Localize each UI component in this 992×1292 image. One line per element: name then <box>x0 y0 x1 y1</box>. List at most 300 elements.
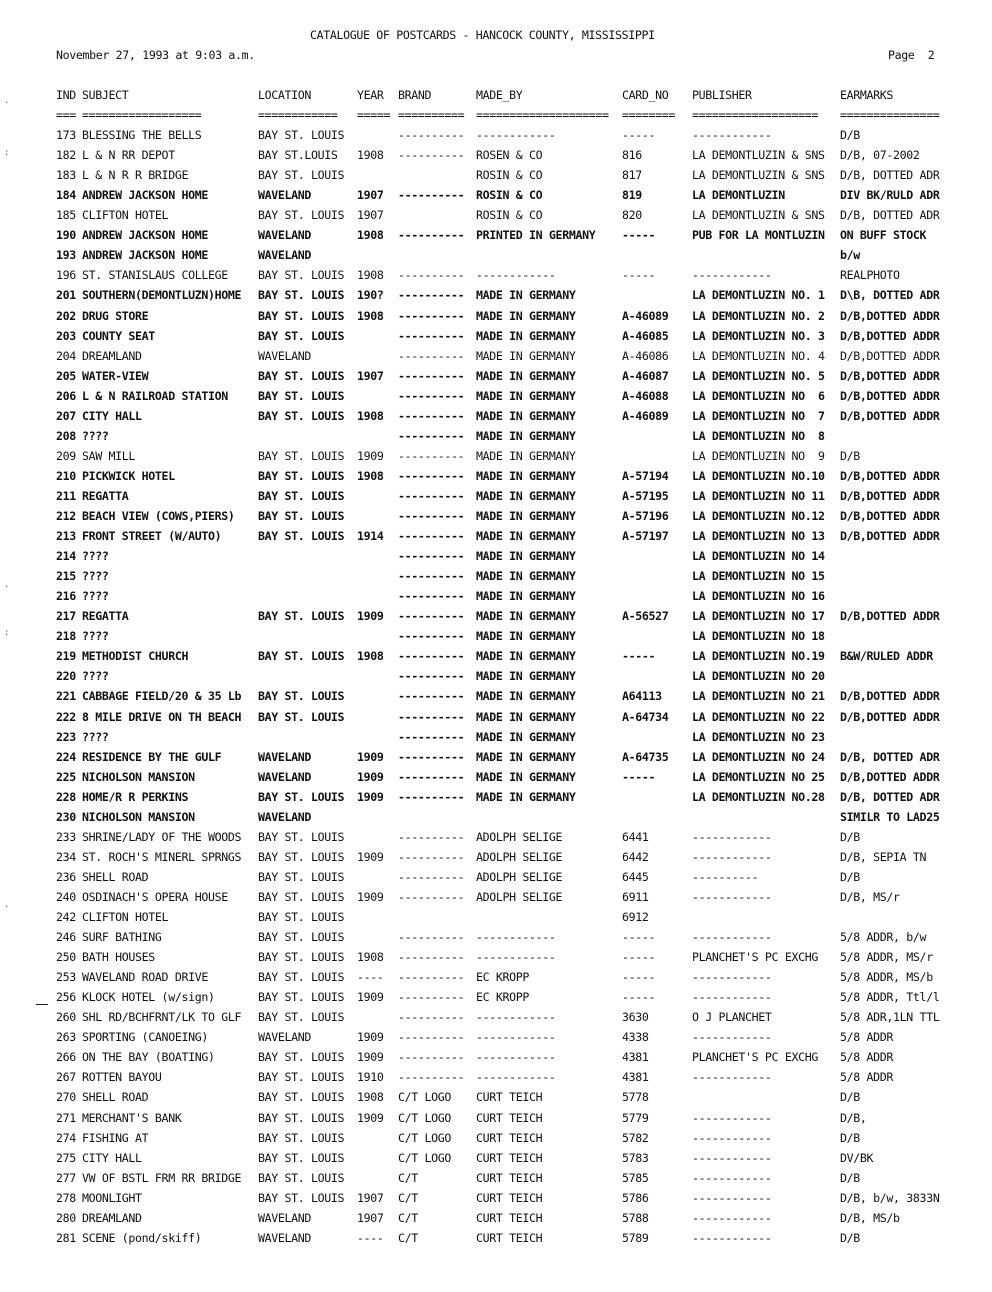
cell-location: BAY ST. LOUIS <box>258 1090 345 1105</box>
cell-subject: SPORTING (CANOEING) <box>82 1030 208 1045</box>
cell-made-by: MADE IN GERMANY <box>476 749 576 764</box>
cell-year: 1908 <box>357 408 384 423</box>
cell-subject: ???? <box>82 629 109 644</box>
cell-made-by: CURT TEICH <box>476 1110 543 1125</box>
cell-card-no: ----- <box>622 128 656 142</box>
cell-brand: ---------- <box>398 569 465 584</box>
cell-made-by: MADE IN GERMANY <box>476 569 576 584</box>
cell-earmarks: B&W/RULED ADDR <box>840 649 933 664</box>
cell-location: BAY ST. LOUIS <box>258 168 345 183</box>
cell-ind: 266 <box>56 1050 76 1065</box>
cell-publisher: LA DEMONTLUZIN <box>692 188 785 203</box>
cell-year: 1908 <box>357 468 384 483</box>
cell-subject: SCENE (pond/skiff) <box>82 1230 202 1245</box>
cell-made-by: ------------ <box>476 128 556 142</box>
cell-publisher: ------------ <box>692 1070 772 1085</box>
cell-publisher: LA DEMONTLUZIN NO 18 <box>692 629 825 644</box>
cell-made-by: ADOLPH SELIGE <box>476 869 563 884</box>
cell-location: BAY ST. LOUIS <box>258 689 345 704</box>
table-row <box>0 1151 992 1167</box>
page-number: Page 2 <box>888 48 935 62</box>
cell-brand: ---------- <box>398 729 465 744</box>
cell-location: BAY ST. LOUIS <box>258 529 345 543</box>
cell-ind: 212 <box>56 508 76 523</box>
table-row <box>0 850 992 866</box>
cell-earmarks: 5/8 ADDR <box>840 1070 894 1085</box>
cell-ind: 280 <box>56 1210 76 1225</box>
cell-subject: CLIFTON HOTEL <box>82 910 169 924</box>
cell-card-no: 4381 <box>622 1050 649 1065</box>
cell-card-no: ----- <box>622 268 656 283</box>
col-header-brand: BRAND <box>398 88 432 102</box>
cell-subject: ROTTEN BAYOU <box>82 1070 162 1085</box>
cell-made-by: ADOLPH SELIGE <box>476 849 563 864</box>
cell-year: 1909 <box>357 749 384 764</box>
cell-earmarks: SIMILR TO LAD25 <box>840 809 940 824</box>
cell-publisher: ------------ <box>692 268 772 283</box>
cell-location: WAVELAND <box>258 769 312 784</box>
cell-earmarks: D/B,DOTTED ADDR <box>840 609 940 624</box>
cell-location: BAY ST. LOUIS <box>258 1190 345 1205</box>
cell-subject: CITY HALL <box>82 1150 142 1165</box>
cell-location: BAY ST. LOUIS <box>258 930 345 944</box>
cell-ind: 183 <box>56 168 76 183</box>
table-row <box>0 469 992 485</box>
cell-publisher: LA DEMONTLUZIN NO 7 <box>692 408 825 423</box>
cell-made-by: ROSIN & CO <box>476 208 543 223</box>
cell-year: 1907 <box>357 208 384 223</box>
col-header-made-by: MADE_BY <box>476 88 523 102</box>
cell-brand: ---------- <box>398 368 465 383</box>
cell-subject: CABBAGE FIELD/20 & 35 Lb <box>82 689 242 704</box>
cell-subject: PICKWICK HOTEL <box>82 468 175 483</box>
cell-publisher: LA DEMONTLUZIN NO 6 <box>692 388 825 403</box>
cell-publisher: LA DEMONTLUZIN NO 16 <box>692 589 825 604</box>
cell-publisher: ------------ <box>692 1170 772 1185</box>
cell-brand: ---------- <box>398 1070 465 1085</box>
cell-ind: 211 <box>56 488 76 503</box>
cell-subject: SHRINE/LADY OF THE WOODS <box>82 829 242 844</box>
cell-location: BAY ST. LOUIS <box>258 990 345 1005</box>
cell-subject: ON THE BAY (BOATING) <box>82 1050 215 1065</box>
cell-publisher: PLANCHET'S PC EXCHG <box>692 1050 818 1065</box>
cell-card-no: A-64735 <box>622 749 669 764</box>
col-header-subject: SUBJECT <box>82 88 129 102</box>
cell-ind: 250 <box>56 950 76 965</box>
table-row <box>0 549 992 565</box>
table-row <box>0 810 992 826</box>
table-row <box>0 890 992 906</box>
separator-subject: ================== <box>82 108 202 122</box>
cell-ind: 253 <box>56 970 76 985</box>
cell-made-by: MADE IN GERMANY <box>476 649 576 664</box>
table-row <box>0 1030 992 1046</box>
cell-subject: 8 MILE DRIVE ON TH BEACH <box>82 709 242 724</box>
cell-location: WAVELAND <box>258 1210 312 1225</box>
cell-location: BAY ST. LOUIS <box>258 1130 345 1145</box>
cell-location: BAY ST. LOUIS <box>258 208 345 223</box>
cell-brand: ---------- <box>398 228 465 243</box>
cell-earmarks: 5/8 ADR,1LN TTL <box>840 1010 940 1025</box>
cell-made-by: MADE IN GERMANY <box>476 689 576 704</box>
cell-card-no: 5788 <box>622 1210 649 1225</box>
cell-ind: 209 <box>56 448 76 463</box>
cell-earmarks: D/B <box>840 829 860 844</box>
table-row <box>0 329 992 345</box>
cell-location: WAVELAND <box>258 749 312 764</box>
cell-card-no: 819 <box>622 188 642 203</box>
cell-earmarks: D/B <box>840 128 860 142</box>
cell-subject: CLIFTON HOTEL <box>82 208 169 223</box>
cell-made-by: ------------ <box>476 1010 556 1025</box>
cell-card-no: 6912 <box>622 910 649 924</box>
cell-publisher: ------------ <box>692 1130 772 1145</box>
cell-brand: ---------- <box>398 448 465 463</box>
cell-subject: REGATTA <box>82 609 129 624</box>
cell-made-by: MADE IN GERMANY <box>476 368 576 383</box>
cell-ind: 228 <box>56 789 76 804</box>
cell-earmarks: D/B, DOTTED ADR <box>840 789 940 804</box>
cell-earmarks: D\B, DOTTED ADR <box>840 288 940 303</box>
cell-brand: ---------- <box>398 869 465 884</box>
cell-earmarks: D/B,DOTTED ADDR <box>840 488 940 503</box>
cell-subject: DREAMLAND <box>82 1210 142 1225</box>
cell-made-by: MADE IN GERMANY <box>476 488 576 503</box>
cell-made-by: MADE IN GERMANY <box>476 529 576 543</box>
cell-subject: NICHOLSON MANSION <box>82 769 195 784</box>
cell-subject: L & N RR DEPOT <box>82 148 175 163</box>
cell-subject: MOONLIGHT <box>82 1190 142 1205</box>
cell-subject: ST. ROCH'S MINERL SPRNGS <box>82 849 242 864</box>
cell-ind: 219 <box>56 649 76 664</box>
cell-ind: 208 <box>56 428 76 443</box>
cell-brand: ---------- <box>398 649 465 664</box>
col-header-card-no: CARD_NO <box>622 88 669 102</box>
cell-earmarks: D/B <box>840 1170 860 1185</box>
table-row <box>0 248 992 264</box>
cell-publisher: LA DEMONTLUZIN NO 8 <box>692 428 825 443</box>
cell-card-no: 6445 <box>622 869 649 884</box>
table-row <box>0 489 992 505</box>
cell-subject: BEACH VIEW (COWS,PIERS) <box>82 508 235 523</box>
cell-made-by: CURT TEICH <box>476 1150 543 1165</box>
table-row <box>0 268 992 284</box>
cell-made-by: MADE IN GERMANY <box>476 789 576 804</box>
cell-brand: ---------- <box>398 308 465 323</box>
cell-card-no: A-46088 <box>622 388 669 403</box>
cell-card-no: A-56527 <box>622 609 669 624</box>
cell-made-by: ------------ <box>476 268 556 283</box>
cell-publisher: ------------ <box>692 829 772 844</box>
cell-brand: ---------- <box>398 488 465 503</box>
cell-ind: 233 <box>56 829 76 844</box>
cell-card-no: A-57195 <box>622 488 669 503</box>
cell-publisher: LA DEMONTLUZIN NO 13 <box>692 529 825 543</box>
cell-publisher: LA DEMONTLUZIN NO 9 <box>692 448 825 463</box>
cell-earmarks: ON BUFF STOCK <box>840 228 927 243</box>
cell-ind: 246 <box>56 930 76 944</box>
cell-location: WAVELAND <box>258 248 312 263</box>
cell-card-no: ----- <box>622 769 656 784</box>
cell-ind: 218 <box>56 629 76 644</box>
cell-ind: 267 <box>56 1070 76 1085</box>
cell-publisher: LA DEMONTLUZIN NO.28 <box>692 789 825 804</box>
cell-subject: SOUTHERN(DEMONTLUZN)HOME <box>82 288 242 303</box>
cell-earmarks: D/B,DOTTED ADDR <box>840 388 940 403</box>
cell-ind: 220 <box>56 669 76 684</box>
cell-made-by: MADE IN GERMANY <box>476 709 576 724</box>
cell-earmarks: D/B, <box>840 1110 867 1125</box>
margin-mark: : <box>4 628 10 638</box>
cell-year: 1909 <box>357 1110 384 1125</box>
cell-subject: ANDREW JACKSON HOME <box>82 228 208 243</box>
cell-subject: ???? <box>82 428 109 443</box>
cell-publisher: ------------ <box>692 1030 772 1045</box>
separator-location: ============ <box>258 108 338 122</box>
cell-brand: ---------- <box>398 709 465 724</box>
cell-year: 1909 <box>357 1050 384 1065</box>
cell-ind: 278 <box>56 1190 76 1205</box>
cell-year: 1908 <box>357 1090 384 1105</box>
cell-made-by: ROSEN & CO <box>476 148 543 163</box>
cell-earmarks: D/B, 07-2002 <box>840 148 920 163</box>
table-row <box>0 228 992 244</box>
cell-brand: ---------- <box>398 1050 465 1065</box>
cell-publisher: ------------ <box>692 1190 772 1205</box>
cell-earmarks: D/B,DOTTED ADDR <box>840 468 940 483</box>
cell-subject: MERCHANT'S BANK <box>82 1110 182 1125</box>
cell-publisher: LA DEMONTLUZIN & SNS <box>692 168 825 183</box>
cell-publisher: ------------ <box>692 889 772 904</box>
cell-subject: CITY HALL <box>82 408 142 423</box>
cell-year: 1909 <box>357 448 384 463</box>
cell-card-no: A-57196 <box>622 508 669 523</box>
cell-made-by: CURT TEICH <box>476 1210 543 1225</box>
cell-brand: ---------- <box>398 889 465 904</box>
cell-ind: 236 <box>56 869 76 884</box>
separator-made-by: ==================== <box>476 108 609 122</box>
cell-made-by: ------------ <box>476 1050 556 1065</box>
cell-brand: ---------- <box>398 288 465 303</box>
cell-publisher: ------------ <box>692 990 772 1005</box>
cell-subject: L & N R R BRIDGE <box>82 168 189 183</box>
cell-location: BAY ST. LOUIS <box>258 889 345 904</box>
cell-card-no: A-46087 <box>622 368 669 383</box>
cell-card-no: 817 <box>622 168 642 183</box>
cell-card-no: A-46086 <box>622 348 669 363</box>
cell-subject: ANDREW JACKSON HOME <box>82 248 208 263</box>
cell-ind: 210 <box>56 468 76 483</box>
cell-subject: KLOCK HOTEL (w/sign) <box>82 990 215 1005</box>
cell-made-by: MADE IN GERMANY <box>476 589 576 604</box>
cell-location: BAY ST. LOUIS <box>258 1110 345 1125</box>
cell-brand: ---------- <box>398 589 465 604</box>
cell-made-by: MADE IN GERMANY <box>476 669 576 684</box>
cell-ind: 214 <box>56 549 76 563</box>
cell-brand: C/T <box>398 1210 418 1225</box>
cell-year: 1909 <box>357 789 384 804</box>
cell-earmarks: D/B <box>840 1230 860 1245</box>
cell-subject: REGATTA <box>82 488 129 503</box>
separator-year: ===== <box>357 108 391 122</box>
cell-location: BAY ST. LOUIS <box>258 368 345 383</box>
cell-card-no: 5785 <box>622 1170 649 1185</box>
cell-earmarks: D/B,DOTTED ADDR <box>840 689 940 704</box>
cell-card-no: 816 <box>622 148 642 163</box>
cell-subject: BLESSING THE BELLS <box>82 128 202 142</box>
column-header-row <box>0 88 992 104</box>
cell-card-no: 820 <box>622 208 642 223</box>
cell-location: BAY ST. LOUIS <box>258 268 345 283</box>
table-row <box>0 950 992 966</box>
cell-publisher: LA DEMONTLUZIN NO 23 <box>692 729 825 744</box>
cell-card-no: A-64734 <box>622 709 669 724</box>
cell-subject: RESIDENCE BY THE GULF <box>82 749 222 764</box>
cell-brand: C/T <box>398 1230 418 1245</box>
cell-made-by: ------------ <box>476 930 556 944</box>
cell-earmarks: D/B, MS/b <box>840 1210 900 1225</box>
cell-earmarks: 5/8 ADDR, b/w <box>840 930 927 944</box>
table-row <box>0 429 992 445</box>
cell-subject: OSDINACH'S OPERA HOUSE <box>82 889 228 904</box>
cell-brand: ---------- <box>398 749 465 764</box>
cell-earmarks: D/B <box>840 448 860 463</box>
cell-subject: ???? <box>82 589 109 604</box>
header-separator <box>0 108 992 122</box>
cell-location: BAY ST.LOUIS <box>258 148 338 163</box>
cell-card-no: A-57197 <box>622 529 669 543</box>
table-row <box>0 1050 992 1066</box>
cell-card-no: 6911 <box>622 889 649 904</box>
cell-card-no: 5779 <box>622 1110 649 1125</box>
cell-earmarks: D/B, DOTTED ADR <box>840 749 940 764</box>
cell-publisher: PLANCHET'S PC EXCHG <box>692 950 818 965</box>
cell-made-by: MADE IN GERMANY <box>476 348 576 363</box>
cell-location: BAY ST. LOUIS <box>258 448 345 463</box>
cell-card-no: ----- <box>622 228 656 243</box>
cell-location: BAY ST. LOUIS <box>258 950 345 965</box>
cell-ind: 204 <box>56 348 76 363</box>
cell-card-no: 5782 <box>622 1130 649 1145</box>
cell-ind: 215 <box>56 569 76 584</box>
cell-ind: 224 <box>56 749 76 764</box>
cell-year: 1908 <box>357 308 384 323</box>
cell-earmarks: D/B, DOTTED ADR <box>840 208 940 223</box>
cell-made-by: MADE IN GERMANY <box>476 468 576 483</box>
table-row <box>0 569 992 585</box>
cell-year: 1907 <box>357 1210 384 1225</box>
cell-year: 1908 <box>357 148 384 163</box>
cell-made-by: MADE IN GERMANY <box>476 609 576 624</box>
table-row <box>0 910 992 926</box>
cell-ind: 256 <box>56 990 76 1005</box>
cell-ind: 217 <box>56 609 76 624</box>
table-row <box>0 649 992 665</box>
cell-made-by: CURT TEICH <box>476 1130 543 1145</box>
cell-card-no: 3630 <box>622 1010 649 1025</box>
table-row <box>0 1191 992 1207</box>
cell-location: WAVELAND <box>258 1030 312 1045</box>
margin-mark: . <box>4 580 10 590</box>
cell-location: BAY ST. LOUIS <box>258 709 345 724</box>
cell-location: BAY ST. LOUIS <box>258 1050 345 1065</box>
cell-subject: SURF BATHING <box>82 930 162 944</box>
cell-ind: 190 <box>56 228 76 243</box>
cell-brand: ---------- <box>398 609 465 624</box>
cell-brand: ---------- <box>398 188 465 203</box>
cell-publisher: LA DEMONTLUZIN NO.12 <box>692 508 825 523</box>
cell-publisher: LA DEMONTLUZIN NO 15 <box>692 569 825 584</box>
cell-brand: ---------- <box>398 468 465 483</box>
cell-location: BAY ST. LOUIS <box>258 869 345 884</box>
cell-brand: ---------- <box>398 769 465 784</box>
cell-brand: ---------- <box>398 1010 465 1025</box>
cell-brand: ---------- <box>398 789 465 804</box>
cell-location: WAVELAND <box>258 228 312 243</box>
table-row <box>0 710 992 726</box>
cell-subject: L & N RAILROAD STATION <box>82 388 228 403</box>
cell-location: BAY ST. LOUIS <box>258 970 345 985</box>
cell-subject: ST. STANISLAUS COLLEGE <box>82 268 228 283</box>
cell-location: BAY ST. LOUIS <box>258 829 345 844</box>
cell-brand: ---------- <box>398 950 465 965</box>
cell-location: WAVELAND <box>258 188 312 203</box>
cell-brand: ---------- <box>398 348 465 363</box>
cell-made-by: CURT TEICH <box>476 1190 543 1205</box>
table-row <box>0 1171 992 1187</box>
cell-publisher: LA DEMONTLUZIN & SNS <box>692 148 825 163</box>
cell-publisher: LA DEMONTLUZIN NO 20 <box>692 669 825 684</box>
col-header-location: LOCATION <box>258 88 312 102</box>
cell-year: ---- <box>357 970 384 985</box>
cell-subject: ANDREW JACKSON HOME <box>82 188 208 203</box>
cell-earmarks: D/B <box>840 1130 860 1145</box>
table-row <box>0 309 992 325</box>
cell-made-by: MADE IN GERMANY <box>476 508 576 523</box>
cell-brand: ---------- <box>398 268 465 283</box>
cell-ind: 240 <box>56 889 76 904</box>
cell-earmarks: D/B <box>840 869 860 884</box>
cell-ind: 185 <box>56 208 76 223</box>
col-header-year: YEAR <box>357 88 384 102</box>
cell-card-no: A-46089 <box>622 308 669 323</box>
cell-location: BAY ST. LOUIS <box>258 468 345 483</box>
cell-made-by: ROSIN & CO <box>476 168 543 183</box>
cell-location: WAVELAND <box>258 809 312 824</box>
cell-publisher: PUB FOR LA MONTLUZIN <box>692 228 825 243</box>
cell-earmarks: D/B, b/w, 3833N <box>840 1190 940 1205</box>
separator-brand: ========== <box>398 108 465 122</box>
cell-year: 190? <box>357 288 384 303</box>
cell-publisher: LA DEMONTLUZIN NO 21 <box>692 689 825 704</box>
cell-earmarks: D/B,DOTTED ADDR <box>840 348 940 363</box>
cell-made-by: CURT TEICH <box>476 1230 543 1245</box>
separator-earmarks: =============== <box>840 108 940 122</box>
cell-publisher: ------------ <box>692 128 772 142</box>
cell-year: 1907 <box>357 368 384 383</box>
cell-brand: C/T <box>398 1170 418 1185</box>
cell-year: 1908 <box>357 268 384 283</box>
cell-earmarks: D/B, SEPIA TN <box>840 849 927 864</box>
cell-ind: 263 <box>56 1030 76 1045</box>
cell-earmarks: 5/8 ADDR <box>840 1050 894 1065</box>
cell-ind: 242 <box>56 910 76 924</box>
cell-card-no: 5778 <box>622 1090 649 1105</box>
cell-publisher: ------------ <box>692 1150 772 1165</box>
cell-publisher: LA DEMONTLUZIN NO. 3 <box>692 328 825 343</box>
cell-ind: 222 <box>56 709 76 724</box>
table-row <box>0 1070 992 1086</box>
